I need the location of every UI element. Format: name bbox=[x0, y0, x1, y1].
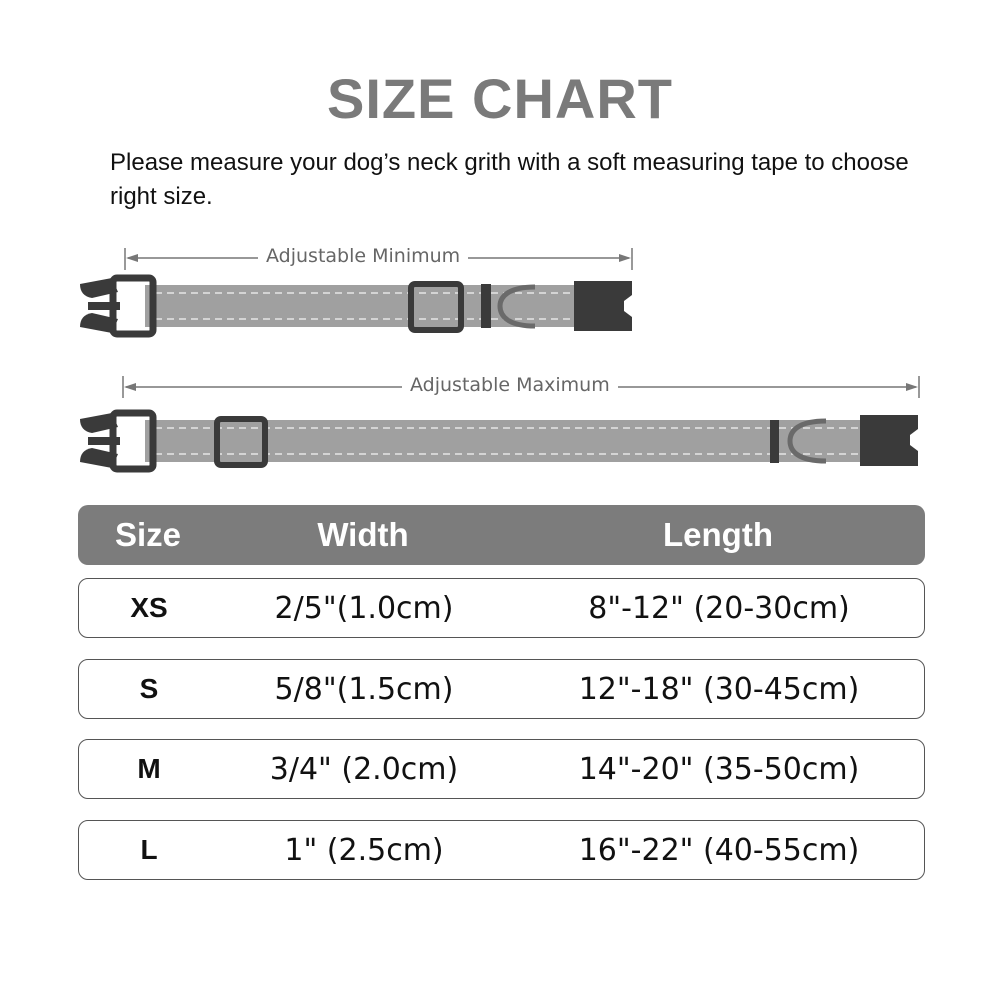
adjustable-minimum-label: Adjustable Minimum bbox=[258, 245, 468, 267]
size-table bbox=[78, 505, 925, 885]
size-cell: M bbox=[137, 753, 161, 784]
table-row bbox=[78, 820, 925, 880]
size-cell: XS bbox=[130, 592, 168, 623]
collar-minimum bbox=[80, 278, 632, 334]
header-length: Length bbox=[663, 516, 773, 553]
header-size: Size bbox=[114, 516, 182, 553]
buckle-female-icon bbox=[860, 415, 918, 466]
buckle-male-icon bbox=[80, 413, 153, 469]
width-cell: 5/8"(1.5cm) bbox=[274, 671, 454, 707]
buckle-male-icon bbox=[80, 278, 153, 334]
adjustable-maximum-label: Adjustable Maximum bbox=[402, 374, 618, 396]
table-row bbox=[78, 578, 925, 638]
length-cell: 14"-20" (35-50cm) bbox=[578, 751, 860, 787]
strap bbox=[145, 420, 867, 462]
table-header bbox=[78, 505, 925, 565]
collar-diagram bbox=[0, 0, 1000, 480]
width-cell: 2/5"(1.0cm) bbox=[274, 590, 454, 626]
page-title: SIZE CHART bbox=[327, 67, 673, 130]
length-cell: 16"-22" (40-55cm) bbox=[578, 832, 860, 868]
buckle-female-icon bbox=[574, 281, 632, 331]
table-row bbox=[78, 739, 925, 799]
keeper-icon bbox=[770, 420, 779, 463]
width-cell: 1" (2.5cm) bbox=[284, 832, 444, 868]
length-cell: 12"-18" (30-45cm) bbox=[578, 671, 860, 707]
size-cell: S bbox=[139, 673, 159, 704]
keeper-icon bbox=[481, 284, 491, 328]
width-cell: 3/4" (2.0cm) bbox=[269, 751, 459, 787]
collar-maximum bbox=[80, 413, 918, 469]
header-width: Width bbox=[317, 516, 409, 553]
table-row bbox=[78, 659, 925, 719]
length-cell: 8"-12" (20-30cm) bbox=[588, 590, 850, 626]
size-cell: L bbox=[140, 834, 158, 865]
measuring-instructions: Please measure your dog’s neck grith with a soft measuring tape to choose right size. bbox=[110, 149, 909, 210]
